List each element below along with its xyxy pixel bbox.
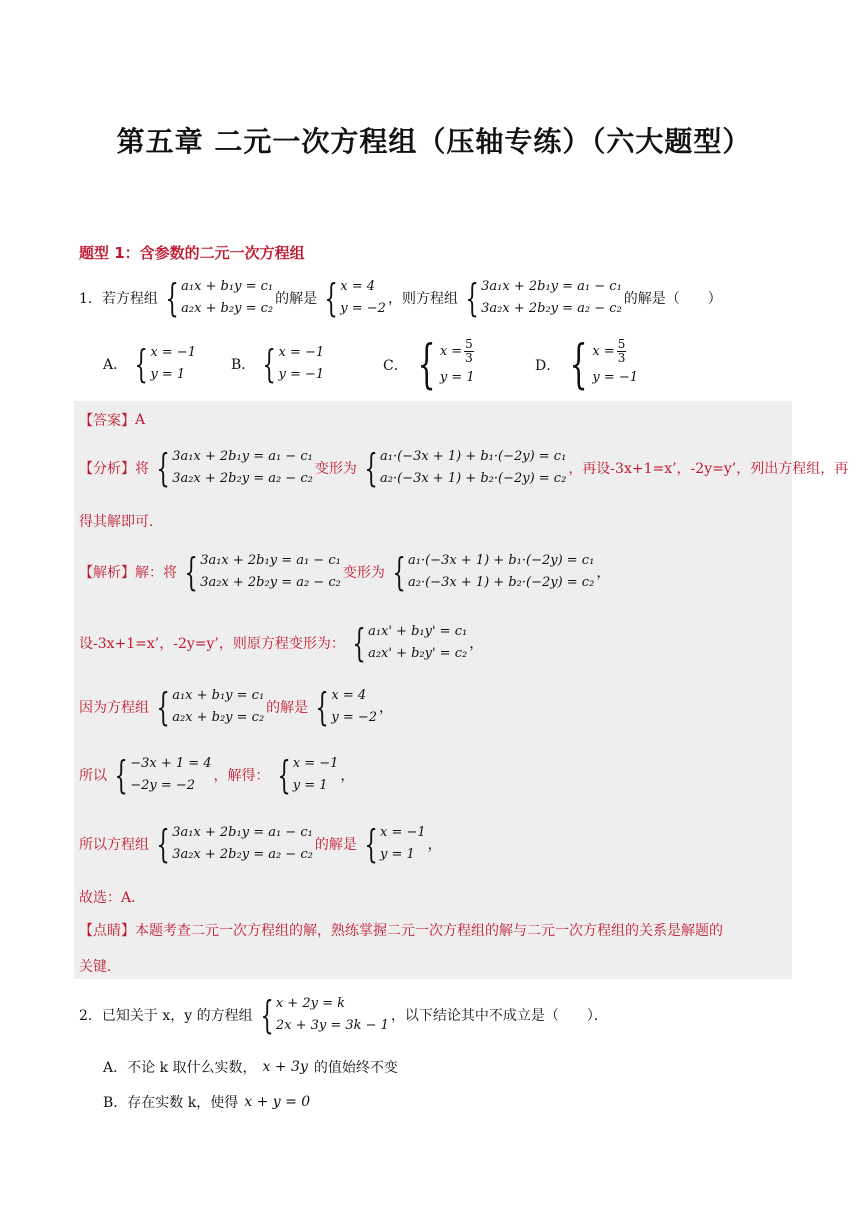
equation-system: { a₁·(−3x + 1) + b₁·(−2y) = c₁ a₂·(−3x + 1) + b₂·(−2y) = c₂ <box>364 446 567 490</box>
question-2-stem <box>79 993 608 1037</box>
question-number: 1． <box>79 291 102 307</box>
analysis-continuation: 得其解即可． <box>79 514 163 530</box>
answer-label: 【答案】 <box>79 413 135 429</box>
solution-step-3: 因为方程组 { a₁x + b₁y = c₁ a₂x + b₂y = c₂ 的解是 { x = 4 y = −2 ， <box>79 685 394 729</box>
solution-step-2: 设-3x+1=x’，-2y=y’，则原方程变形为： { a₁x' + b₁y' = c₁ a₂x' + b₂y' = c₂ ， <box>79 621 484 665</box>
option-letter: A． <box>103 357 128 373</box>
conclusion: 故选：A． <box>79 890 146 906</box>
analysis-line: 【分析】 将 { 3a₁x + 2b₁y = a₁ − c₁ 3a₂x + 2b₂y = a₂ − c₂ 变形为 { a₁·(−3x + 1) + b₁·(−2y) = c₁ a₂·(−3x + 1) + b₂·(−2y) = c₂ ，再设-3x+1=x’，-2y=y’，列出方程组，再 <box>79 446 849 490</box>
equation-system: { x = −1 y = 1 <box>276 753 339 797</box>
equation-system: { −3x + 1 = 4 −2y = −2 <box>114 753 212 797</box>
document-title: 第五章 二元一次方程组（压轴专练）（六大题型） <box>116 125 752 158</box>
option-a[interactable] <box>103 342 198 386</box>
equation-system: { x = 4 y = −2 <box>324 276 386 320</box>
equation-system: { x = 4 y = −2 <box>315 685 378 729</box>
solution-step-4: 所以 { −3x + 1 = 4 −2y = −2 ，解得： { x = −1 y = 1 ， <box>79 753 355 797</box>
equation-system: { a₁·(−3x + 1) + b₁·(−2y) = c₁ a₂·(−3x + 1) + b₂·(−2y) = c₂ <box>392 550 595 594</box>
answer-line <box>79 410 145 430</box>
question-2-option-b[interactable]: B． 存在实数 k，使得 x + y = 0 <box>103 1094 311 1111</box>
comment-continuation: 关键． <box>79 959 121 975</box>
equation-system: { x = −1 y = 1 <box>364 822 426 866</box>
equation-system: { x = −1 y = 1 <box>134 342 196 386</box>
equation-system: { a₁x + b₁y = c₁ a₂x + b₂y = c₂ <box>156 685 265 729</box>
equation-system: { 3a₁x + 2b₁y = a₁ − c₁ 3a₂x + 2b₂y = a₂ − c₂ <box>156 822 313 866</box>
comment-line: 【点睛】 本题考查二元一次方程组的解，熟练掌握二元一次方程组的解与二元一次方程组的关系是解题的 <box>79 920 723 940</box>
equation-system: { x = $\frac{5}{3}$ y = −1 <box>569 334 638 395</box>
question-text: ，则方程组 <box>387 291 458 307</box>
question-text: 的解是 <box>275 291 318 307</box>
option-letter: D． <box>535 357 561 374</box>
option-letter: B． <box>231 357 256 373</box>
option-d[interactable] <box>535 334 640 395</box>
equation-system: { a₁x + b₁y = c₁ a₂x + b₂y = c₂ <box>165 276 274 320</box>
section-heading: 题型 1：含参数的二元一次方程组 <box>79 244 305 262</box>
question-2-option-a[interactable]: A． 不论 k 取什么实数， x + 3y 的值始终不变 <box>103 1059 398 1076</box>
option-letter: C． <box>383 357 408 374</box>
equation-system: { 3a₁x + 2b₁y = a₁ − c₁ 3a₂x + 2b₂y = a₂ − c₂ <box>465 276 622 320</box>
equation-system: { x + 2y = k 2x + 3y = 3k − 1 <box>260 993 389 1037</box>
question-text: ，以下结论其中不成立是（ ）． <box>390 1008 608 1024</box>
question-text: 若方程组 <box>101 291 158 307</box>
equation-system: { a₁x' + b₁y' = c₁ a₂x' + b₂y' = c₂ <box>352 621 468 665</box>
option-c[interactable] <box>383 334 478 395</box>
solution-line: 【解析】 解：将 { 3a₁x + 2b₁y = a₁ − c₁ 3a₂x + 2b₂y = a₂ − c₂ 变形为 { a₁·(−3x + 1) + b₁·(−2y) = c₁ a₂·(−3x + 1) + b₂·(−2y) = c₂ ， <box>79 550 611 594</box>
equation-system: { 3a₁x + 2b₁y = a₁ − c₁ 3a₂x + 2b₂y = a₂ − c₂ <box>184 550 341 594</box>
option-b[interactable] <box>231 342 326 386</box>
equation-system: { x = $\frac{5}{3}$ y = 1 <box>417 334 475 395</box>
option-letter: A． <box>103 1060 128 1076</box>
solution-label: 【解析】 <box>79 565 135 581</box>
question-text: 的解是（ ） <box>623 291 722 307</box>
question-number: 2． <box>79 1008 102 1024</box>
comment-label: 【点睛】 <box>79 923 135 939</box>
analysis-label: 【分析】 <box>79 461 135 477</box>
equation-system: { 3a₁x + 2b₁y = a₁ − c₁ 3a₂x + 2b₂y = a₂ − c₂ <box>156 446 313 490</box>
solution-step-5: 所以方程组 { 3a₁x + 2b₁y = a₁ − c₁ 3a₂x + 2b₂y = a₂ − c₂ 的解是 { x = −1 y = 1 ， <box>79 822 442 866</box>
question-text: 已知关于 x，y 的方程组 <box>101 1008 253 1024</box>
equation-system: { x = −1 y = −1 <box>262 342 325 386</box>
option-letter: B． <box>103 1095 128 1111</box>
answer-value: A <box>135 412 146 428</box>
question-1-stem <box>79 276 722 320</box>
